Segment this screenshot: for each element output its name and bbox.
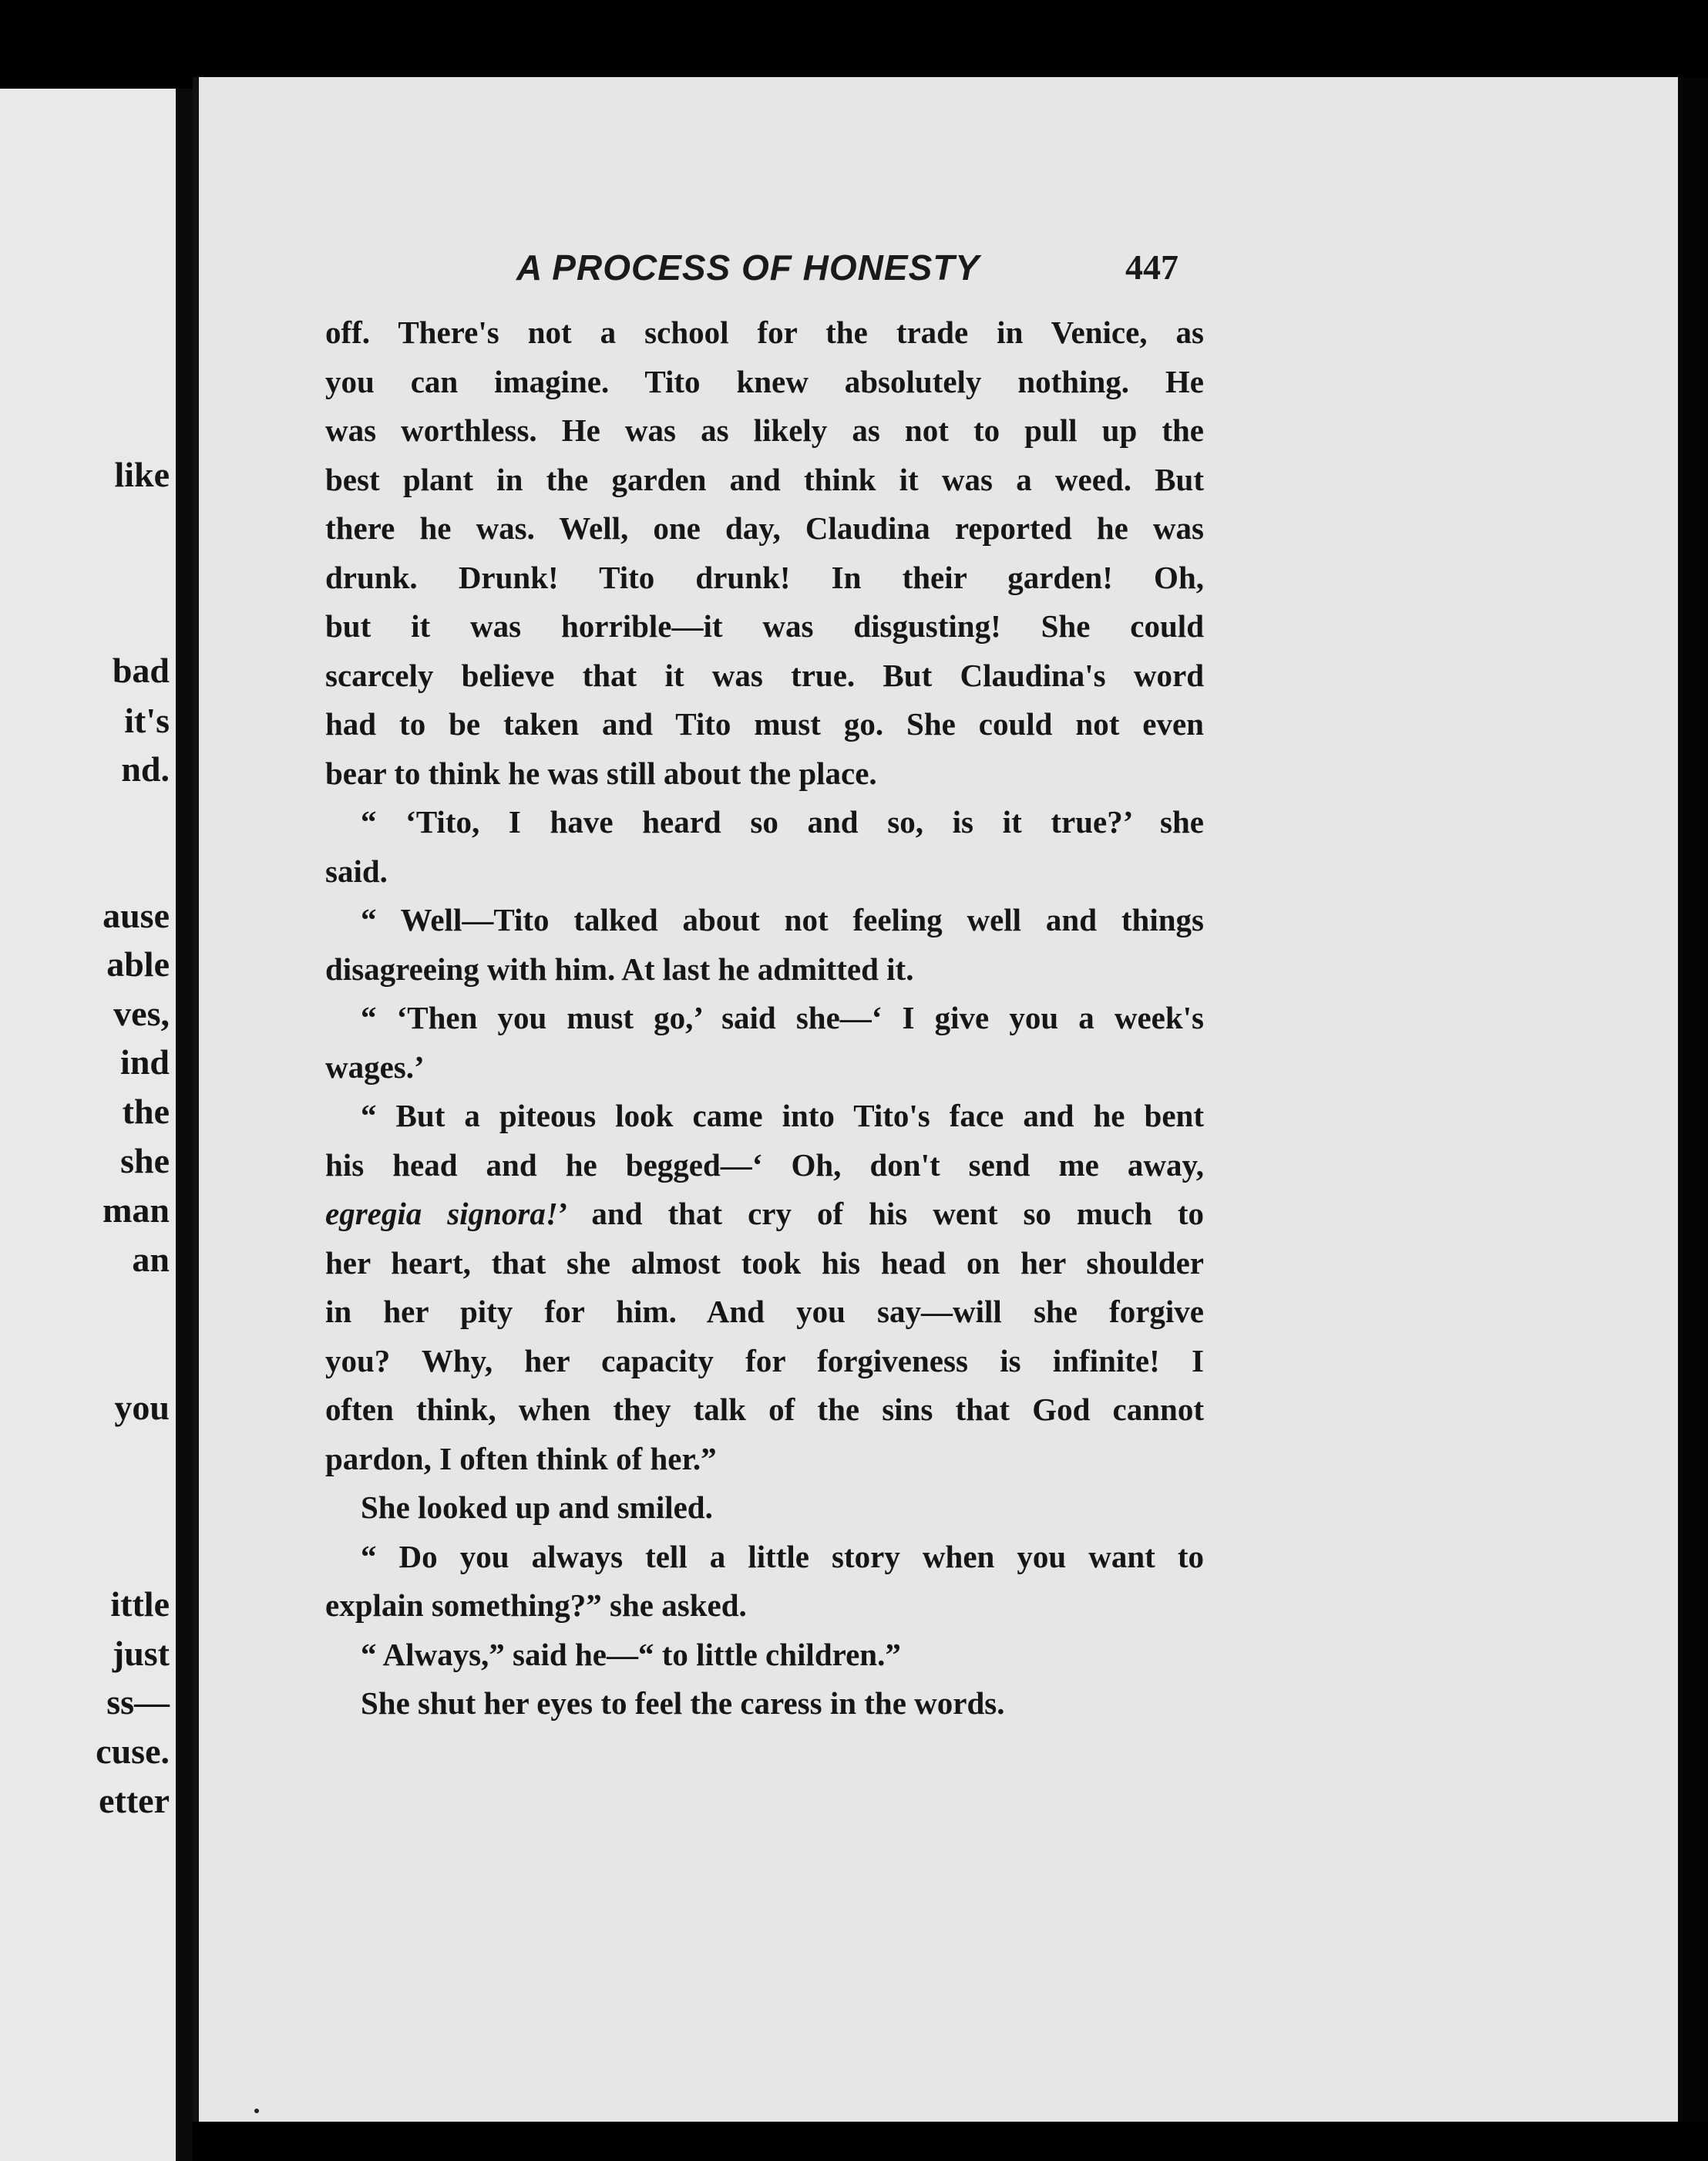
scan-right-border [1678,77,1708,2161]
text-line: his head and he begged—‘ Oh, don't send me away, [325,1146,1204,1183]
text-line: “ Do you always tell a little story when you want to [361,1538,1204,1574]
left-fragment: like [114,455,170,494]
left-fragment: etter [99,1781,170,1820]
text-line: you can imagine. Tito knew absolutely nothing. He [325,363,1204,399]
text-line: was worthless. He was as likely as not to pull up the [325,412,1204,448]
text-line: best plant in the garden and think it was a weed. But [325,461,1204,497]
left-fragment: just [112,1634,170,1673]
text-line: bear to think he was still about the place. [325,755,877,791]
text-line: “ Always,” said he—“ to little children.” [361,1636,901,1672]
text-line: but it was horrible—it was disgusting! She could [325,608,1204,644]
left-fragment: ves, [113,994,170,1033]
left-fragment: an [132,1240,170,1279]
left-fragment: able [106,944,170,984]
scan-top-border [0,0,1708,89]
text-line: drunk. Drunk! Tito drunk! In their garden! Oh, [325,559,1204,595]
italic-phrase: egregia signora! [325,1196,558,1231]
text-line: She looked up and smiled. [361,1489,713,1525]
left-fragment: ind [120,1042,170,1082]
facing-page-fragment [0,89,176,2161]
left-fragment: ittle [110,1584,170,1624]
text-line: had to be taken and Tito must go. She could not even [325,706,1204,742]
text-line: there he was. Well, one day, Claudina reported he was [325,510,1204,546]
left-fragment: nd. [121,749,170,789]
left-fragment: ause [103,896,170,935]
left-fragment: ss— [106,1682,170,1722]
line-remainder: ’ and that cry of his went so much to [557,1196,1204,1231]
text-line: “ But a piteous look came into Tito's face and he bent [361,1098,1204,1133]
text-line: pardon, I often think of her.” [325,1440,717,1476]
text-line: her heart, that she almost took his head on her shoulder [325,1244,1204,1281]
text-line: often think, when they talk of the sins that God cannot [325,1392,1204,1427]
left-fragment: man [103,1190,170,1230]
left-fragment: she [120,1141,170,1180]
text-line: wages.’ [325,1049,425,1085]
text-line: scarcely believe that it was true. But Claudina's word [325,657,1204,693]
text-line: “ Well—Tito talked about not feeling well and things [361,902,1204,937]
text-line: explain something?” she asked. [325,1587,747,1623]
text-line: “ ‘Tito, I have heard so and so, is it true?’ she [361,804,1204,840]
text-line: in her pity for him. And you say—will she forgive [325,1294,1204,1329]
scan-bottom-border [193,2122,1708,2161]
text-line: you? Why, her capacity for forgiveness is infinite! I [325,1342,1204,1378]
text-line: “ ‘Then you must go,’ said she—‘ I give you a week's [361,1000,1204,1035]
page-number: 447 [1125,247,1178,287]
text-line: She shut her eyes to feel the caress in the words. [361,1685,1005,1721]
text-line: said. [325,853,388,889]
scan-speck [254,2109,259,2113]
text-line: off. There's not a school for the trade in Venice, as [325,315,1204,350]
text-line: disagreeing with him. At last he admitted it. [325,951,914,987]
running-title: A PROCESS OF HONESTY [516,247,980,288]
page-body [325,308,1204,1728]
left-fragment: bad [112,651,170,690]
left-fragment: it's [124,701,170,740]
text-line [325,1190,1204,1239]
left-fragment: you [114,1388,170,1427]
left-fragment: the [122,1092,170,1131]
left-fragment: cuse. [96,1732,170,1771]
book-gutter [176,89,193,2161]
